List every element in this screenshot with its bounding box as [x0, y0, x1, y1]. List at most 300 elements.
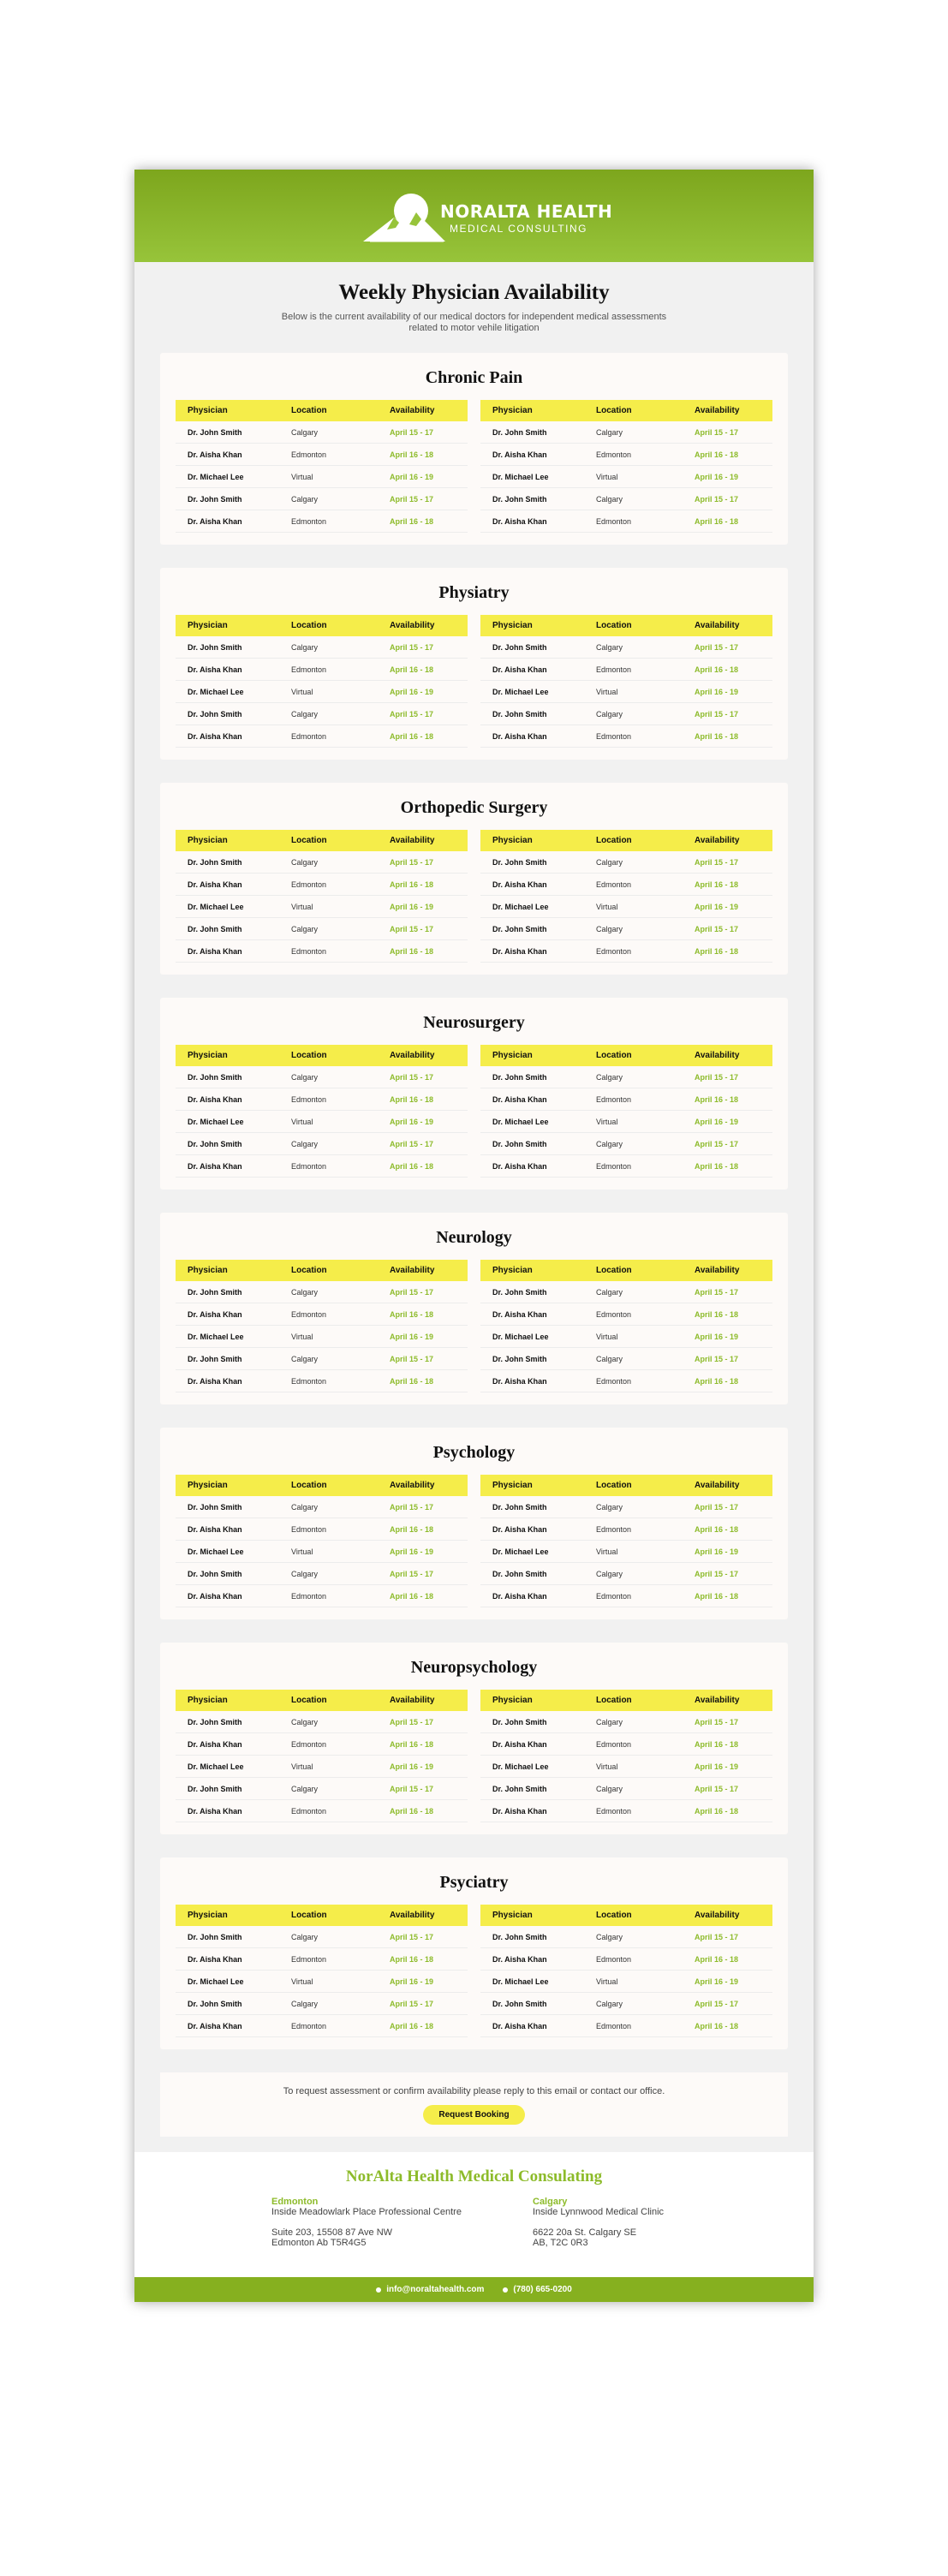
table-row: [176, 1541, 468, 1563]
availability-cell: April 15 - 17: [378, 703, 468, 725]
location-cell: Virtual: [279, 896, 378, 918]
column-header-physician: Physician: [480, 1690, 584, 1711]
physician-name: Dr. Michael Lee: [480, 1326, 584, 1348]
location-cell: Calgary: [279, 488, 378, 510]
column-header-location: Location: [279, 1045, 378, 1066]
table-row: [480, 725, 772, 748]
physician-name: Dr. Aisha Khan: [176, 725, 279, 748]
physician-name: Dr. John Smith: [176, 851, 279, 874]
office-line: Inside Lynnwood Medical Clinic: [533, 2207, 665, 2217]
table-row: [480, 466, 772, 488]
physician-name: Dr. Aisha Khan: [480, 1155, 584, 1178]
availability-cell: April 16 - 18: [378, 2015, 468, 2037]
availability-table: [176, 1690, 468, 1822]
column-header-location: Location: [584, 830, 683, 851]
availability-cell: April 16 - 18: [378, 510, 468, 533]
location-cell: Calgary: [584, 1711, 683, 1733]
location-cell: Edmonton: [584, 1155, 683, 1178]
sections-container: [134, 353, 814, 2049]
availability-table: [176, 1045, 468, 1178]
table-row: [176, 1585, 468, 1607]
location-cell: Calgary: [584, 1778, 683, 1800]
availability-cell: April 16 - 19: [683, 1541, 772, 1563]
table-row: [176, 940, 468, 963]
column-header-physician: Physician: [480, 400, 584, 421]
specialty-section: [160, 998, 788, 1190]
availability-cell: April 16 - 19: [378, 1756, 468, 1778]
availability-table: [480, 1475, 772, 1607]
availability-cell: April 16 - 18: [683, 659, 772, 681]
physician-name: Dr. Aisha Khan: [176, 659, 279, 681]
mountain-sun-icon: [361, 188, 447, 243]
table-row: [480, 2015, 772, 2037]
physician-name: Dr. John Smith: [480, 421, 584, 444]
availability-cell: April 16 - 18: [378, 1370, 468, 1392]
availability-cell: April 16 - 18: [683, 1518, 772, 1541]
footer: [134, 2152, 814, 2277]
availability-cell: April 16 - 18: [378, 874, 468, 896]
location-cell: Virtual: [584, 1971, 683, 1993]
table-row: [176, 918, 468, 940]
physician-name: Dr. Aisha Khan: [176, 1088, 279, 1111]
table-row: [480, 1800, 772, 1822]
location-cell: Calgary: [279, 1778, 378, 1800]
availability-cell: April 15 - 17: [683, 703, 772, 725]
location-cell: Calgary: [279, 636, 378, 659]
phone-icon: [503, 2287, 508, 2293]
physician-name: Dr. John Smith: [480, 636, 584, 659]
location-cell: Calgary: [584, 918, 683, 940]
table-row: [176, 1733, 468, 1756]
physician-name: Dr. John Smith: [176, 703, 279, 725]
location-cell: Calgary: [584, 1993, 683, 2015]
location-cell: Edmonton: [584, 1303, 683, 1326]
location-cell: Calgary: [279, 1133, 378, 1155]
column-header-physician: Physician: [480, 830, 584, 851]
physician-name: Dr. John Smith: [176, 1281, 279, 1303]
location-cell: Calgary: [279, 1496, 378, 1518]
availability-cell: April 15 - 17: [378, 918, 468, 940]
availability-cell: April 15 - 17: [378, 636, 468, 659]
column-header-availability: Availability: [378, 1690, 468, 1711]
table-row: [480, 1971, 772, 1993]
table-row: [480, 1370, 772, 1392]
column-header-physician: Physician: [176, 1905, 279, 1926]
location-cell: Edmonton: [584, 1948, 683, 1971]
availability-cell: April 16 - 18: [683, 1303, 772, 1326]
column-header-availability: Availability: [378, 830, 468, 851]
physician-name: Dr. Michael Lee: [176, 1111, 279, 1133]
availability-cell: April 15 - 17: [683, 1066, 772, 1088]
column-header-location: Location: [584, 1045, 683, 1066]
section-title: Psychology: [432, 1443, 516, 1462]
tables-row: [176, 1690, 772, 1822]
header-banner: [134, 170, 814, 262]
specialty-section: [160, 1428, 788, 1619]
physician-name: Dr. Aisha Khan: [480, 1733, 584, 1756]
location-cell: Edmonton: [584, 444, 683, 466]
section-title: Neurosurgery: [423, 1013, 525, 1032]
location-cell: Edmonton: [279, 940, 378, 963]
location-cell: Edmonton: [279, 725, 378, 748]
office-line: Edmonton Ab T5R4G5: [271, 2238, 367, 2248]
table-row: [480, 1496, 772, 1518]
availability-cell: April 15 - 17: [683, 1926, 772, 1948]
cta-block: [160, 2072, 788, 2137]
column-header-location: Location: [584, 1260, 683, 1281]
location-cell: Edmonton: [279, 1088, 378, 1111]
availability-cell: April 16 - 18: [378, 1303, 468, 1326]
column-header-location: Location: [584, 1690, 683, 1711]
physician-name: Dr. Aisha Khan: [480, 1088, 584, 1111]
office-line: AB, T2C 0R3: [533, 2238, 588, 2248]
tables-row: [176, 400, 772, 533]
availability-cell: April 15 - 17: [378, 1711, 468, 1733]
physician-name: Dr. John Smith: [480, 918, 584, 940]
availability-cell: April 16 - 19: [378, 896, 468, 918]
physician-name: Dr. Aisha Khan: [176, 1303, 279, 1326]
tables-row: [176, 615, 772, 748]
location-cell: Calgary: [584, 1348, 683, 1370]
column-header-physician: Physician: [176, 400, 279, 421]
column-header-availability: Availability: [683, 400, 772, 421]
table-row: [480, 1778, 772, 1800]
table-row: [176, 1370, 468, 1392]
physician-name: Dr. John Smith: [480, 1563, 584, 1585]
page-title: Weekly Physician Availability: [338, 281, 610, 304]
availability-table: [176, 1260, 468, 1392]
physician-name: Dr. Michael Lee: [480, 681, 584, 703]
location-cell: Calgary: [584, 421, 683, 444]
availability-cell: April 16 - 18: [378, 1155, 468, 1178]
location-cell: Virtual: [584, 896, 683, 918]
tables-row: [176, 1905, 772, 2037]
location-cell: Edmonton: [584, 1518, 683, 1541]
table-row: [480, 1541, 772, 1563]
table-row: [176, 703, 468, 725]
section-title: Orthopedic Surgery: [400, 798, 548, 817]
location-cell: Edmonton: [584, 1088, 683, 1111]
table-row: [480, 1088, 772, 1111]
availability-cell: April 15 - 17: [378, 488, 468, 510]
table-row: [480, 681, 772, 703]
physician-name: Dr. John Smith: [480, 703, 584, 725]
physician-name: Dr. Aisha Khan: [480, 874, 584, 896]
column-header-availability: Availability: [378, 1475, 468, 1496]
availability-cell: April 15 - 17: [378, 1066, 468, 1088]
table-row: [176, 1133, 468, 1155]
physician-name: Dr. Aisha Khan: [176, 510, 279, 533]
table-row: [480, 1155, 772, 1178]
availability-cell: April 16 - 18: [683, 1088, 772, 1111]
table-row: [176, 1993, 468, 2015]
availability-cell: April 16 - 18: [378, 1733, 468, 1756]
availability-cell: April 16 - 19: [378, 681, 468, 703]
availability-cell: April 15 - 17: [683, 1348, 772, 1370]
availability-cell: April 16 - 19: [683, 1971, 772, 1993]
table-row: [480, 1326, 772, 1348]
physician-name: Dr. John Smith: [480, 851, 584, 874]
location-cell: Calgary: [584, 1496, 683, 1518]
location-cell: Edmonton: [584, 874, 683, 896]
column-header-location: Location: [279, 1905, 378, 1926]
availability-cell: April 16 - 19: [683, 1111, 772, 1133]
column-header-location: Location: [279, 615, 378, 636]
availability-cell: April 15 - 17: [683, 1133, 772, 1155]
table-row: [480, 659, 772, 681]
physician-name: Dr. John Smith: [480, 1711, 584, 1733]
office-city: Calgary: [533, 2197, 568, 2207]
location-cell: Edmonton: [584, 1800, 683, 1822]
location-cell: Edmonton: [584, 659, 683, 681]
specialty-section: [160, 1643, 788, 1834]
location-cell: Calgary: [584, 703, 683, 725]
column-header-availability: Availability: [378, 1045, 468, 1066]
availability-cell: April 16 - 18: [683, 874, 772, 896]
email-contact[interactable]: [376, 2285, 484, 2294]
availability-cell: April 16 - 18: [378, 444, 468, 466]
location-cell: Calgary: [279, 851, 378, 874]
request-booking-button[interactable]: Request Booking: [423, 2105, 524, 2125]
location-cell: Calgary: [279, 703, 378, 725]
physician-name: Dr. John Smith: [480, 1066, 584, 1088]
location-cell: Calgary: [584, 1133, 683, 1155]
table-row: [480, 1066, 772, 1088]
availability-table: [480, 1045, 772, 1178]
table-row: [480, 1711, 772, 1733]
physician-name: Dr. Aisha Khan: [176, 1518, 279, 1541]
availability-cell: April 15 - 17: [683, 1993, 772, 2015]
physician-name: Dr. Aisha Khan: [176, 444, 279, 466]
table-row: [176, 444, 468, 466]
physician-name: Dr. Aisha Khan: [176, 1585, 279, 1607]
tables-row: [176, 1475, 772, 1607]
physician-name: Dr. Michael Lee: [176, 1756, 279, 1778]
contact-bar: [134, 2277, 814, 2302]
physician-name: Dr. Aisha Khan: [480, 1370, 584, 1392]
location-cell: Virtual: [584, 681, 683, 703]
table-row: [480, 1926, 772, 1948]
section-title: Psyciatry: [439, 1873, 509, 1892]
physician-name: Dr. Aisha Khan: [176, 1155, 279, 1178]
phone-link[interactable]: (780) 665-0200: [513, 2285, 572, 2294]
table-row: [176, 1778, 468, 1800]
location-cell: Calgary: [279, 918, 378, 940]
physician-name: Dr. Aisha Khan: [480, 444, 584, 466]
location-cell: Calgary: [279, 1926, 378, 1948]
table-row: [480, 1756, 772, 1778]
table-row: [480, 636, 772, 659]
table-row: [176, 1348, 468, 1370]
location-cell: Edmonton: [584, 510, 683, 533]
table-row: [480, 918, 772, 940]
physician-name: Dr. Michael Lee: [480, 896, 584, 918]
office-city: Edmonton: [271, 2197, 319, 2207]
email-container: [134, 170, 814, 2302]
table-row: [176, 1756, 468, 1778]
column-header-availability: Availability: [683, 1045, 772, 1066]
physician-name: Dr. John Smith: [480, 1993, 584, 2015]
table-row: [480, 1133, 772, 1155]
location-cell: Virtual: [279, 1326, 378, 1348]
table-row: [480, 1281, 772, 1303]
location-cell: Virtual: [584, 1541, 683, 1563]
brand-name: NORALTA HEALTH: [440, 201, 613, 222]
availability-cell: April 15 - 17: [378, 421, 468, 444]
availability-table: [176, 400, 468, 533]
availability-cell: April 16 - 18: [683, 1585, 772, 1607]
specialty-section: [160, 783, 788, 975]
column-header-location: Location: [279, 830, 378, 851]
physician-name: Dr. Aisha Khan: [176, 1370, 279, 1392]
availability-cell: April 15 - 17: [683, 851, 772, 874]
table-row: [176, 1088, 468, 1111]
location-cell: Edmonton: [279, 1518, 378, 1541]
availability-cell: April 16 - 19: [683, 1756, 772, 1778]
physician-name: Dr. Aisha Khan: [480, 659, 584, 681]
location-cell: Virtual: [279, 681, 378, 703]
office-line: Inside Meadowlark Place Professional Centre: [271, 2207, 462, 2217]
table-row: [176, 1303, 468, 1326]
tables-row: [176, 1260, 772, 1392]
physician-name: Dr. John Smith: [176, 1496, 279, 1518]
email-icon: [376, 2287, 381, 2293]
physician-name: Dr. Michael Lee: [480, 1756, 584, 1778]
location-cell: Calgary: [279, 1711, 378, 1733]
table-row: [176, 466, 468, 488]
availability-cell: April 15 - 17: [378, 1993, 468, 2015]
location-cell: Calgary: [279, 1066, 378, 1088]
physician-name: Dr. Michael Lee: [480, 1541, 584, 1563]
tables-row: [176, 1045, 772, 1178]
location-cell: Calgary: [279, 1563, 378, 1585]
availability-cell: April 16 - 18: [378, 1948, 468, 1971]
physician-name: Dr. John Smith: [176, 1348, 279, 1370]
table-row: [176, 1066, 468, 1088]
column-header-availability: Availability: [378, 1905, 468, 1926]
table-row: [480, 1518, 772, 1541]
physician-name: Dr. John Smith: [480, 1926, 584, 1948]
physician-name: Dr. John Smith: [176, 1711, 279, 1733]
table-row: [176, 421, 468, 444]
physician-name: Dr. John Smith: [176, 421, 279, 444]
section-title: Chronic Pain: [425, 368, 523, 387]
column-header-physician: Physician: [480, 1045, 584, 1066]
table-row: [480, 851, 772, 874]
location-cell: Calgary: [584, 1926, 683, 1948]
table-row: [176, 636, 468, 659]
availability-cell: April 15 - 17: [378, 851, 468, 874]
availability-cell: April 16 - 19: [683, 1326, 772, 1348]
location-cell: Edmonton: [279, 1948, 378, 1971]
column-header-location: Location: [279, 1475, 378, 1496]
location-cell: Edmonton: [584, 940, 683, 963]
location-cell: Calgary: [279, 421, 378, 444]
availability-cell: April 16 - 19: [378, 1971, 468, 1993]
availability-cell: April 16 - 19: [683, 681, 772, 703]
email-link[interactable]: info@noraltahealth.com: [386, 2285, 485, 2294]
table-row: [176, 510, 468, 533]
location-cell: Edmonton: [584, 725, 683, 748]
physician-name: Dr. Michael Lee: [176, 681, 279, 703]
phone-contact[interactable]: [503, 2285, 571, 2294]
intro-block: [134, 262, 814, 334]
physician-name: Dr. Aisha Khan: [480, 1303, 584, 1326]
availability-table: [480, 615, 772, 748]
availability-cell: April 16 - 18: [683, 1370, 772, 1392]
column-header-availability: Availability: [683, 830, 772, 851]
physician-name: Dr. Michael Lee: [480, 1971, 584, 1993]
physician-name: Dr. Aisha Khan: [176, 940, 279, 963]
location-cell: Edmonton: [279, 1155, 378, 1178]
physician-name: Dr. Aisha Khan: [176, 1800, 279, 1822]
availability-table: [480, 1260, 772, 1392]
location-cell: Calgary: [279, 1281, 378, 1303]
table-row: [176, 488, 468, 510]
table-row: [480, 940, 772, 963]
physician-name: Dr. John Smith: [176, 1133, 279, 1155]
brand-logo[interactable]: [361, 188, 613, 243]
column-header-availability: Availability: [378, 615, 468, 636]
physician-name: Dr. Michael Lee: [176, 1971, 279, 1993]
location-cell: Virtual: [279, 1756, 378, 1778]
physician-name: Dr. John Smith: [480, 1348, 584, 1370]
availability-cell: April 16 - 18: [378, 1800, 468, 1822]
column-header-availability: Availability: [683, 1905, 772, 1926]
table-row: [176, 1800, 468, 1822]
tables-row: [176, 830, 772, 963]
availability-cell: April 16 - 18: [378, 659, 468, 681]
table-row: [176, 1971, 468, 1993]
location-cell: Calgary: [279, 1348, 378, 1370]
intro-text: Below is the current availability of our medical doctors for independent medical assessments related to motor vehile litigation: [281, 312, 667, 333]
physician-name: Dr. John Smith: [176, 1993, 279, 2015]
location-cell: Virtual: [584, 466, 683, 488]
availability-cell: April 15 - 17: [378, 1281, 468, 1303]
physician-name: Dr. John Smith: [176, 1778, 279, 1800]
availability-table: [176, 615, 468, 748]
section-title: Physiatry: [438, 583, 510, 602]
column-header-availability: Availability: [378, 400, 468, 421]
table-row: [176, 659, 468, 681]
location-cell: Edmonton: [279, 1370, 378, 1392]
location-cell: Virtual: [279, 1541, 378, 1563]
column-header-availability: Availability: [378, 1260, 468, 1281]
availability-cell: April 16 - 19: [378, 1326, 468, 1348]
table-row: [176, 1281, 468, 1303]
table-row: [176, 1518, 468, 1541]
availability-cell: April 15 - 17: [378, 1926, 468, 1948]
availability-cell: April 15 - 17: [683, 488, 772, 510]
physician-name: Dr. Aisha Khan: [480, 940, 584, 963]
table-row: [480, 421, 772, 444]
physician-name: Dr. John Smith: [176, 488, 279, 510]
table-row: [480, 896, 772, 918]
column-header-location: Location: [584, 615, 683, 636]
availability-cell: April 16 - 18: [378, 1518, 468, 1541]
footer-title: NorAlta Health Medical Consulating: [345, 2168, 603, 2185]
physician-name: Dr. Aisha Khan: [480, 2015, 584, 2037]
table-row: [176, 2015, 468, 2037]
location-cell: Edmonton: [279, 1733, 378, 1756]
column-header-availability: Availability: [683, 1690, 772, 1711]
availability-cell: April 16 - 18: [683, 1155, 772, 1178]
table-row: [480, 1993, 772, 2015]
location-cell: Edmonton: [279, 444, 378, 466]
column-header-physician: Physician: [480, 615, 584, 636]
physician-name: Dr. John Smith: [480, 488, 584, 510]
availability-cell: April 16 - 18: [683, 1948, 772, 1971]
